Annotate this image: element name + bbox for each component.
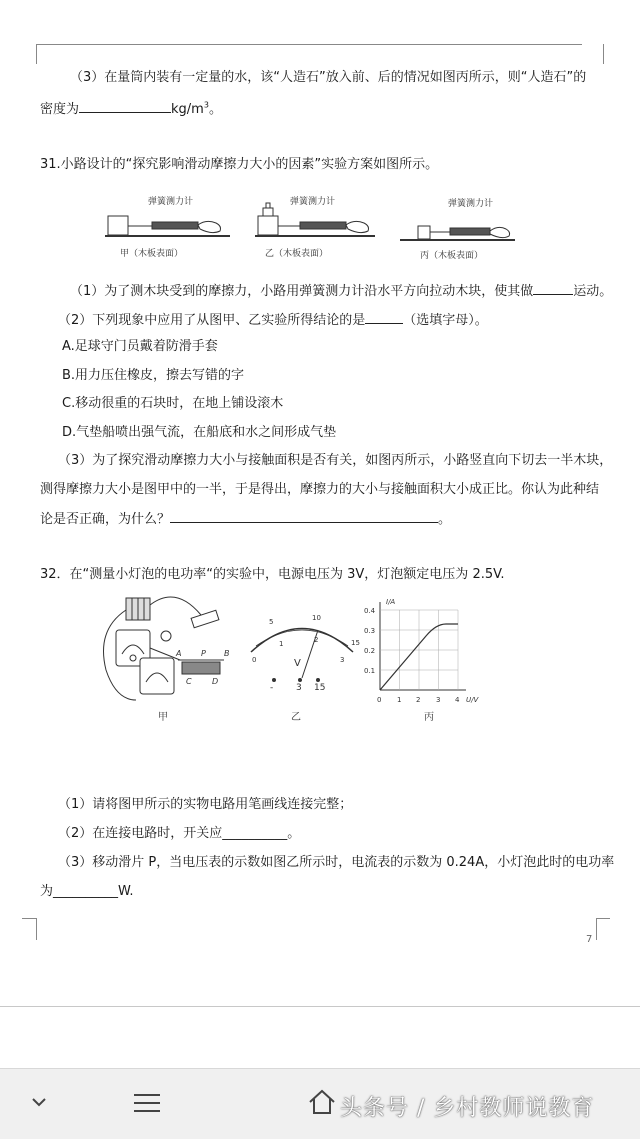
q31-part3-line2: 测得摩擦力大小是图甲中的一半，于是得出，摩擦力的大小与接触面积大小成正比。你认为此种结 [40, 482, 600, 497]
terminal-b-label: B [224, 649, 230, 658]
q30-part3-line2 [40, 100, 222, 118]
q31-part1 [70, 282, 612, 300]
y-tick: 0.1 [364, 667, 376, 675]
setup-jia [105, 195, 230, 259]
q31-part1-text: （1）为了测木块受到的摩擦力，小路用弹簧测力计沿水平方向拉动木块，使其做 [70, 284, 534, 299]
q31-title: 31.小路设计的“探究影响滑动摩擦力大小的因素”实验方案如图所示。 [40, 157, 439, 172]
setup-yi [255, 195, 375, 259]
page-corner-mark [36, 44, 37, 64]
q31-part2-text: （2）下列现象中应用了从图甲、乙实验所得结论的是 [58, 313, 366, 328]
terminal-a-label: A [176, 649, 182, 658]
scale-top-15: 15 [351, 639, 360, 647]
scale-top-10: 10 [312, 614, 321, 622]
q30-density-label: 密度为 [40, 102, 80, 117]
page-number: 7 [586, 934, 593, 945]
page-corner-mark [36, 918, 37, 940]
answer-blank [533, 282, 573, 295]
menu-icon[interactable] [134, 1093, 160, 1113]
unit-superscript: 3 [203, 100, 209, 110]
scale-top-5: 5 [269, 618, 274, 626]
q31-part2-end: （选填字母）。 [403, 313, 488, 328]
scale-bottom-3: 3 [340, 656, 345, 664]
figure-32-circuit [96, 590, 496, 725]
sentence-end: 。 [208, 102, 222, 117]
terminal-c-label: C [186, 677, 192, 686]
y-tick: 0.4 [364, 607, 376, 615]
q32-part3-line2: 为__________W. [40, 884, 134, 899]
sentence-end: 。 [438, 512, 452, 527]
answer-blank [79, 100, 171, 113]
answer-blank [365, 311, 403, 324]
iv-graph-bing [364, 598, 479, 723]
page-top-border [58, 44, 582, 45]
x-tick: 1 [397, 696, 402, 704]
q31-part3-line1: （3）为了探究滑动摩擦力大小与接触面积是否有关，如图丙所示，小路竖直向下切去一半木块， [58, 453, 613, 468]
option-d: D.气垫船喷出强气流，在船底和水之间形成气垫 [62, 425, 337, 440]
graph-y-axis-label: I/A [386, 598, 396, 606]
page-corner-mark [36, 44, 58, 67]
q31-part3-question: 论是否正确，为什么？ [40, 512, 171, 527]
scale-bottom-1: 1 [279, 640, 284, 648]
page-corner-mark [596, 918, 597, 940]
scale-bottom-0: 0 [252, 656, 257, 664]
figure-bing-caption: 丙 [424, 712, 434, 723]
answer-blank [170, 510, 438, 523]
x-tick: 3 [436, 696, 441, 704]
bottom-toolbar [0, 1068, 640, 1139]
spring-scale-label: 弹簧测力计 [148, 197, 194, 207]
terminal-15: 15 [314, 683, 326, 693]
y-tick: 0.2 [364, 647, 376, 655]
page-corner-mark [603, 44, 604, 64]
setup-bing [400, 197, 515, 261]
page-corner-mark [596, 918, 610, 919]
option-b: B.用力压住橡皮，擦去写错的字 [62, 368, 245, 383]
figure-yi-caption: 乙 [291, 712, 301, 723]
voltmeter-yi [251, 614, 360, 723]
spring-scale-label: 弹簧测力计 [290, 197, 336, 207]
figure-31-friction-setups [100, 188, 520, 268]
q31-part1-end: 运动。 [573, 284, 613, 299]
q32-part2: （2）在连接电路时，开关应__________。 [58, 826, 301, 841]
slider-p-label: P [201, 649, 206, 658]
q31-part3-line3 [40, 510, 451, 528]
y-tick: 0.3 [364, 627, 376, 635]
voltmeter-symbol: V [294, 658, 301, 669]
x-tick: 2 [416, 696, 421, 704]
x-tick: 4 [455, 696, 460, 704]
graph-x-axis-label: U/V [466, 696, 479, 704]
page-divider [0, 1006, 640, 1007]
chevron-down-icon[interactable] [32, 1097, 46, 1107]
setup-bing-caption: 丙（木板表面） [420, 251, 484, 261]
setup-yi-caption: 乙（木板表面） [265, 249, 329, 259]
figure-jia-caption: 甲 [158, 712, 168, 723]
terminal-d-label: D [212, 677, 219, 686]
terminal-minus: - [270, 683, 274, 693]
spring-scale-label: 弹簧测力计 [448, 199, 494, 209]
q31-part2 [58, 311, 488, 329]
home-icon[interactable] [308, 1089, 336, 1115]
q30-part3-line1: （3）在量筒内装有一定量的水，该“人造石”放入前、后的情况如图丙所示，则“人造石”的 [70, 70, 587, 85]
option-c: C.移动很重的石块时，在地上铺设滚木 [62, 396, 284, 411]
setup-jia-caption: 甲（木板表面） [120, 249, 184, 259]
q32-part1: （1）请将图甲所示的实物电路用笔画线连接完整； [58, 797, 353, 812]
page-corner-mark [22, 918, 36, 919]
option-a: A.足球守门员戴着防滑手套 [62, 339, 218, 354]
unit-text: kg/m [171, 102, 204, 117]
terminal-3: 3 [296, 683, 302, 693]
q32-part3-line1: （3）移动滑片 P，当电压表的示数如图乙所示时，电流表的示数为 0.24A，小灯泡此时的电功率 [58, 855, 615, 870]
scale-bottom-2: 2 [314, 636, 319, 644]
x-tick: 0 [377, 696, 382, 704]
circuit-jia [104, 597, 230, 723]
q32-title: 32．在“测量小灯泡的电功率“的实验中，电源电压为 3V，灯泡额定电压为 2.5V. [40, 567, 505, 582]
watermark-text: 头条号 / 乡村教师说教育 [340, 1096, 595, 1121]
